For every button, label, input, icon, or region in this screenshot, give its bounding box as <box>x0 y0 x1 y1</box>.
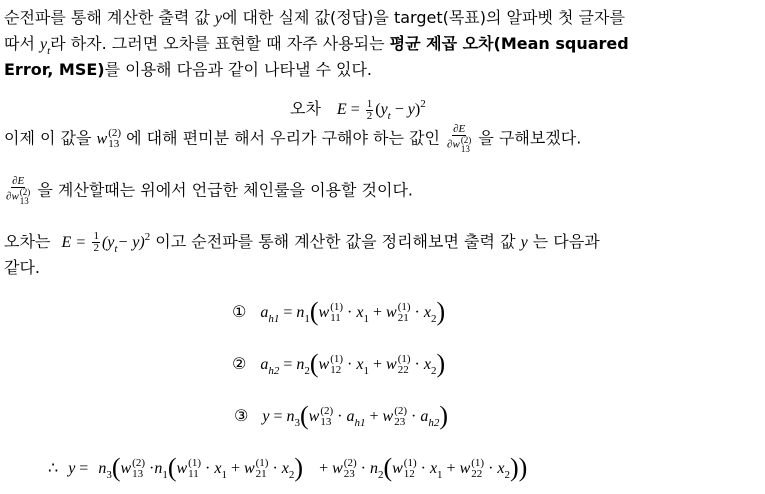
math-token: (1) <box>397 353 411 366</box>
math-token: a <box>260 356 269 373</box>
math-token: y <box>68 460 76 477</box>
math-token: = <box>79 460 89 477</box>
large-paren: ( <box>383 453 393 482</box>
large-paren: ( <box>309 297 319 326</box>
exponent: 2 <box>144 231 151 243</box>
math-token: + <box>372 304 383 321</box>
text: 오차는 <box>4 232 56 251</box>
math-token: w <box>386 356 397 373</box>
math-token: n <box>286 408 295 425</box>
large-paren: ( <box>309 349 319 378</box>
math-token: w <box>318 356 330 373</box>
math-token: (2) <box>132 457 145 470</box>
math-token: = <box>283 356 293 373</box>
math-token: (2) <box>108 127 122 139</box>
math-token: x <box>356 304 364 321</box>
math-token: 12 <box>403 468 415 481</box>
var-yt: y <box>40 36 48 53</box>
math-token: x <box>423 304 431 321</box>
paragraph-output-line1 <box>4 230 600 256</box>
math-token: w <box>332 460 343 477</box>
math-token: 13 <box>460 144 470 154</box>
equals: = <box>76 234 86 251</box>
math-token: (2) <box>19 187 31 197</box>
math-token: 3 <box>106 469 112 481</box>
circled-number-1: ① <box>232 302 247 321</box>
math-token: · <box>337 408 343 425</box>
math-token: 22 <box>397 364 409 377</box>
math-token: n <box>296 356 305 373</box>
equals: = <box>350 101 360 118</box>
circled-number-2: ② <box>232 354 247 373</box>
paragraph-derivative <box>4 124 581 154</box>
large-paren: ) <box>294 453 304 482</box>
math-token: x <box>214 460 222 477</box>
math-token: (1) <box>330 301 344 314</box>
math-token: 1 <box>366 97 373 110</box>
math-token: w <box>382 408 394 425</box>
math-token: h1 <box>354 417 366 429</box>
large-paren: ) <box>436 349 446 378</box>
math-token: w <box>459 460 471 477</box>
large-paren: ( <box>167 453 177 482</box>
math-group <box>398 302 411 324</box>
math-group <box>404 458 417 480</box>
math-token: x <box>423 356 431 373</box>
math-token: ∂E <box>453 123 466 135</box>
expr: (y <box>101 234 115 251</box>
math-token: a <box>260 304 269 321</box>
math-token: (2) <box>320 405 334 418</box>
var-yt-sub: t <box>47 45 51 57</box>
math-group <box>188 458 201 480</box>
math-group <box>320 406 333 428</box>
equation-1 <box>232 294 445 324</box>
math-token: + <box>369 408 379 425</box>
math-token: h2 <box>428 417 440 429</box>
text: 같다. <box>4 258 40 277</box>
lparen: ( <box>375 101 381 118</box>
text: 을 구해보겠다. <box>473 128 582 148</box>
math-token: x <box>497 460 505 477</box>
math-token: 2 <box>430 313 437 325</box>
text: 이고 순전파를 통해 계산한 값을 정리해보면 출력 값 <box>150 232 521 251</box>
mse-term: 평균 제곱 오차(Mean squared <box>389 34 629 53</box>
math-token: · <box>360 460 366 477</box>
math-token: 1 <box>437 469 443 481</box>
math-token: (1) <box>471 457 485 470</box>
math-token: 2 <box>430 365 437 377</box>
paragraph-intro-line2 <box>4 32 629 58</box>
large-paren: )) <box>510 453 528 482</box>
math-token: y <box>262 408 270 425</box>
math-token: w <box>308 408 320 425</box>
mse-term-2: Error, MSE) <box>4 60 105 79</box>
math-token: w <box>243 460 255 477</box>
text: 을 계산할때는 위에서 언급한 체인룰을 이용할 것이다. <box>32 180 414 200</box>
math-token: ∂ <box>6 190 12 203</box>
therefore-symbol: ∴ <box>48 460 59 477</box>
math-token: w <box>392 460 403 477</box>
math-token: 13 <box>132 468 144 481</box>
math-group <box>394 406 407 428</box>
formula-error <box>290 96 426 122</box>
math-token: x <box>281 460 289 477</box>
math-token: 13 <box>108 138 120 150</box>
math-token: 23 <box>394 416 406 429</box>
large-paren: ( <box>299 401 309 430</box>
math-token: w <box>120 460 132 477</box>
math-token: (2) <box>460 135 472 145</box>
math-token: · <box>420 460 426 477</box>
text: 따서 <box>4 34 40 53</box>
math-token: = <box>273 408 283 425</box>
circled-number-3: ③ <box>234 406 249 425</box>
math-token: 12 <box>330 364 342 377</box>
t-sub: t <box>114 243 118 255</box>
math-group <box>398 354 411 376</box>
math-token: · <box>272 460 278 477</box>
y: y <box>380 101 388 118</box>
math-token: (1) <box>188 457 201 470</box>
E: E <box>336 101 347 118</box>
w-index <box>108 128 121 150</box>
math-token: 13 <box>320 416 332 429</box>
math-token: 1 <box>304 313 310 325</box>
math-token: · <box>488 460 494 477</box>
large-paren: ) <box>439 401 449 430</box>
math-token: (2) <box>394 405 408 418</box>
math-token: a <box>420 408 429 425</box>
var-y: y <box>214 10 223 27</box>
math-token: (1) <box>403 457 417 470</box>
math-token: (1) <box>397 301 411 314</box>
math-token: w <box>11 190 19 203</box>
math-group <box>344 458 357 480</box>
math-token: 1 <box>221 469 227 481</box>
math-token: 21 <box>255 468 267 481</box>
math-token: 1 <box>363 313 369 325</box>
paragraph-intro-line3 <box>4 58 372 82</box>
text: 순전파를 통해 계산한 출력 값 <box>4 8 215 27</box>
math-token: 1 <box>363 365 369 377</box>
minus: − <box>394 101 404 118</box>
y: y <box>520 234 528 251</box>
math-token: 23 <box>343 468 355 481</box>
math-token: · <box>414 356 420 373</box>
math-group <box>330 354 343 376</box>
math-token: h1 <box>268 313 280 325</box>
text: 를 이용해 다음과 같이 나타낼 수 있다. <box>104 60 373 79</box>
math-token: w <box>176 460 188 477</box>
math-token: w <box>386 304 397 321</box>
math-token: h2 <box>268 365 280 377</box>
math-token: + <box>230 460 240 477</box>
math-group <box>132 458 145 480</box>
paragraph-output-line2 <box>4 256 40 280</box>
equation-2 <box>232 346 445 376</box>
math-token: = <box>283 304 293 321</box>
y: y <box>407 101 415 118</box>
math-token: n <box>296 304 305 321</box>
math-token: ∂ <box>447 138 453 151</box>
math-token: 13 <box>19 196 29 206</box>
math-token: 1 <box>93 230 99 242</box>
rparen: ) <box>414 101 421 118</box>
math-group <box>20 188 31 206</box>
math-token: 2 <box>93 242 99 254</box>
math-token: 3 <box>294 417 300 429</box>
math-token: ∂E <box>12 175 25 187</box>
text: 에 대한 실제 값(정답)을 target(목표)의 알파벳 첫 글자를 <box>222 8 625 27</box>
math-token: 22 <box>471 468 483 481</box>
math-token: + <box>372 356 383 373</box>
fraction-half <box>366 99 374 122</box>
math-token: 21 <box>397 312 409 325</box>
math-token: + <box>446 460 456 477</box>
math-token: x <box>356 356 364 373</box>
math-group <box>6 188 30 206</box>
expr: − y) <box>117 234 145 251</box>
equation-final <box>48 450 527 480</box>
equation-3 <box>234 398 448 428</box>
math-token: (2) <box>343 457 357 470</box>
math-token: · <box>414 304 420 321</box>
math-token: 11 <box>330 312 341 325</box>
paragraph-chain-rule <box>4 176 413 206</box>
text: 이제 이 값을 <box>4 128 97 148</box>
math-token: 1 <box>162 469 168 481</box>
math-group <box>447 136 471 154</box>
math-token: 2 <box>366 109 373 122</box>
math-group <box>256 458 269 480</box>
math-token: 2 <box>504 469 511 481</box>
math-token: w <box>318 304 330 321</box>
math-token: · <box>149 460 155 477</box>
math-token: 2 <box>377 469 384 481</box>
math-group <box>461 136 472 154</box>
math-token: · <box>205 460 211 477</box>
math-token: w <box>452 138 460 151</box>
partial-derivative <box>6 176 30 206</box>
math-token: · <box>347 304 353 321</box>
math-token: (1) <box>255 457 269 470</box>
large-paren: ( <box>111 453 121 482</box>
math-token: (1) <box>330 353 344 366</box>
E: E <box>61 234 72 251</box>
math-token: + <box>319 460 329 477</box>
math-token: · <box>347 356 353 373</box>
math-token: x <box>429 460 438 477</box>
text: 에 대해 편미분 해서 우리가 구해야 하는 값인 <box>121 128 446 148</box>
math-token: 2 <box>288 469 295 481</box>
error-label: 오차 <box>290 99 321 118</box>
math-token: · <box>411 408 417 425</box>
t-sub: t <box>387 110 391 122</box>
math-token: a <box>346 408 355 425</box>
math-group <box>330 302 343 324</box>
math-token: n <box>369 460 378 477</box>
w: w <box>96 130 108 148</box>
text: 는 다음과 <box>527 232 600 251</box>
large-paren: ) <box>436 297 446 326</box>
partial-derivative <box>447 124 471 154</box>
fraction-half <box>92 231 100 254</box>
text: 라 하자. 그러면 오차를 표현할 때 자주 사용되는 <box>50 34 390 53</box>
math-token: n <box>154 460 163 477</box>
math-token: n <box>98 460 107 477</box>
math-token: 2 <box>304 365 310 377</box>
exponent: 2 <box>420 98 426 110</box>
paragraph-intro-line1 <box>4 6 625 31</box>
math-group <box>471 458 484 480</box>
math-token: 11 <box>188 468 199 481</box>
